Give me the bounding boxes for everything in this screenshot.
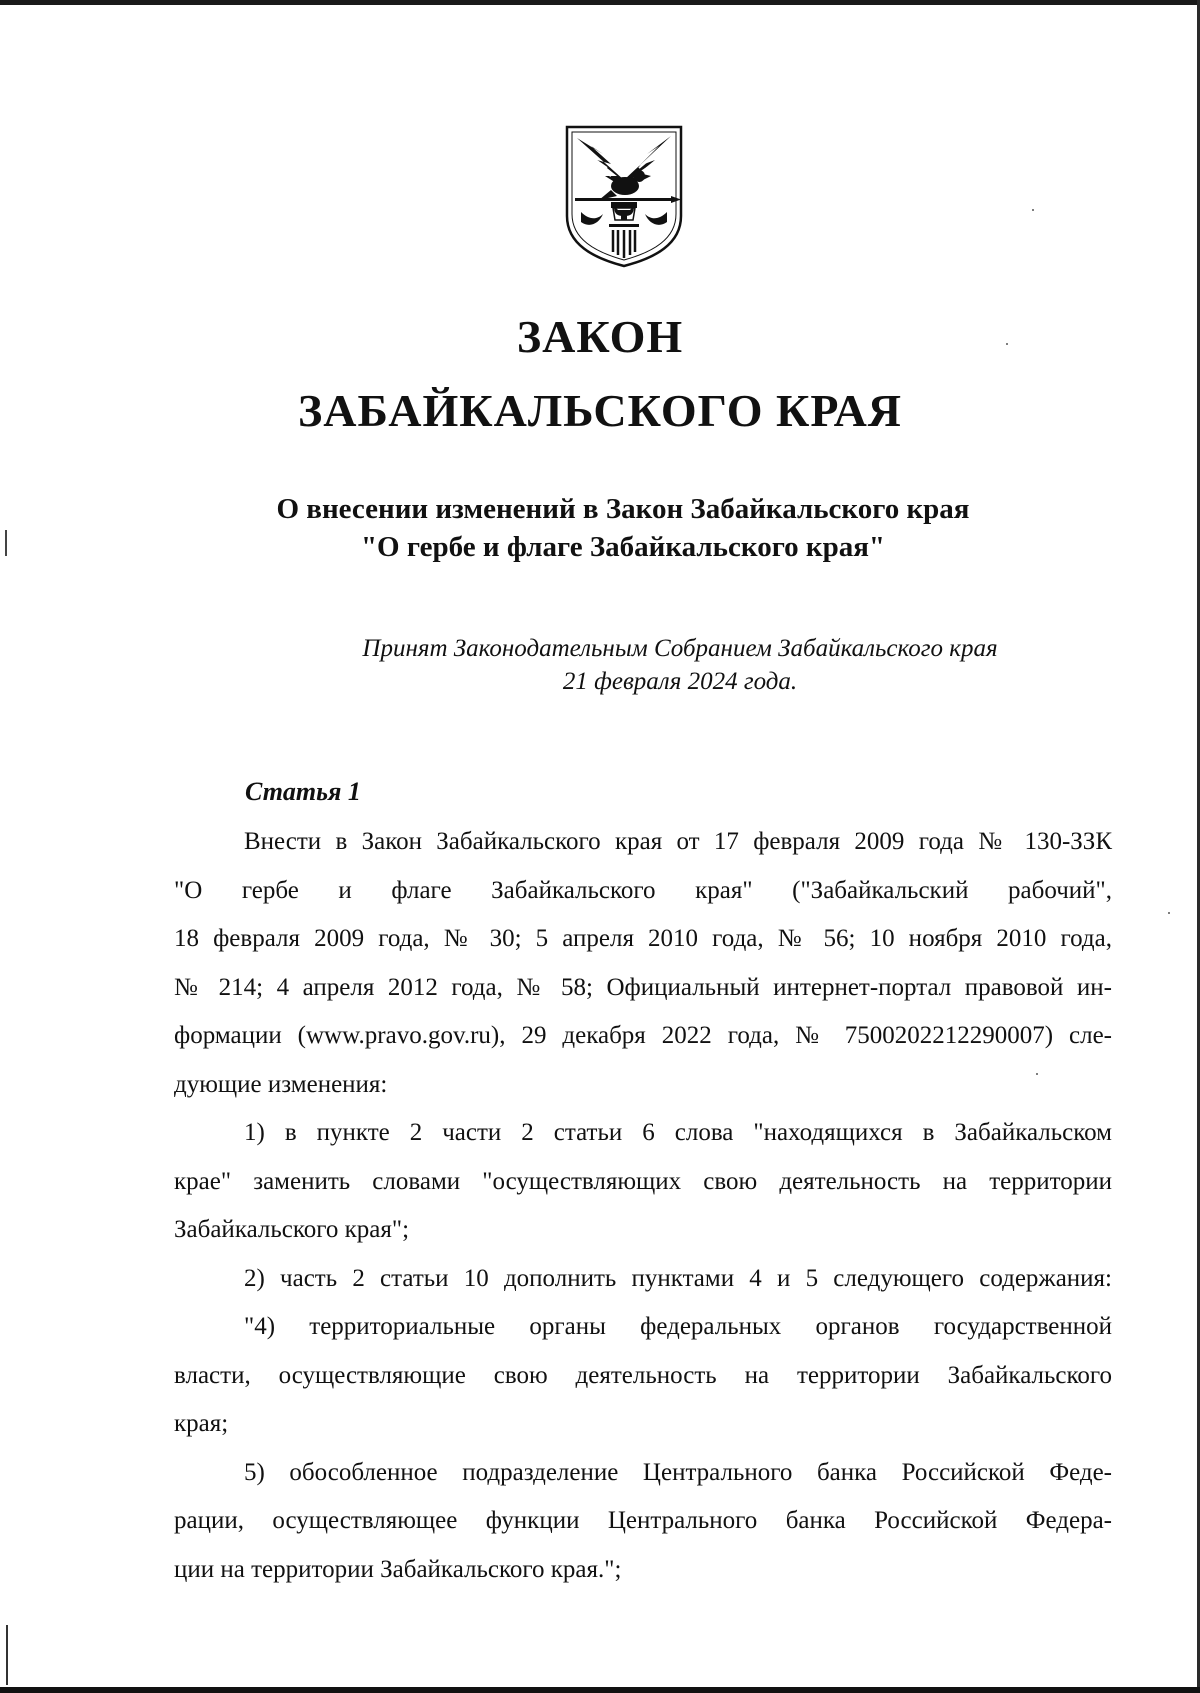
scan-speck [1032, 209, 1034, 211]
body-line: Забайкальского края"; [174, 1216, 410, 1243]
adoption-note-line-1: Принят Законодательным Собранием Забайкальского края [362, 635, 998, 662]
law-title: ЗАКОН [516, 311, 684, 362]
body-line: края; [174, 1410, 229, 1437]
article-heading: Статья 1 [245, 777, 361, 806]
body-line: "4) территориальные органы федеральных органов государственной [244, 1313, 1112, 1340]
law-subject-line-1: О внесении изменений в Закон Забайкальского края [276, 493, 970, 525]
scan-mark-left-bottom [6, 1625, 8, 1685]
body-line: рации, осуществляющее функции Центрального банка Российской Федера- [174, 1507, 1112, 1534]
article-body [174, 818, 1112, 1594]
body-line: власти, осуществляющие свою деятельность на территории Забайкальского [174, 1361, 1112, 1389]
body-line: 18 февраля 2009 года, № 30; 5 апреля 2010 года, № 56; 10 ноября 2010 года, [174, 925, 1112, 952]
scan-border-top [0, 0, 1200, 5]
scan-speck [1168, 912, 1170, 914]
region-title: ЗАБАЙКАЛЬСКОГО КРАЯ [297, 385, 903, 436]
law-subject-line-2: "О гербе и флаге Забайкальского края" [360, 531, 886, 563]
body-line: 5) обособленное подразделение Центрального банка Российской Феде- [244, 1458, 1112, 1486]
scan-mark-left [5, 530, 7, 556]
body-line: 2) часть 2 статьи 10 дополнить пунктами 4 и 5 следующего содержания: [244, 1264, 1112, 1292]
body-line: № 214; 4 апреля 2012 года, № 58; Официальный интернет-портал правовой ин- [174, 973, 1112, 1001]
body-line: формации (www.pravo.gov.ru), 29 декабря 2022 года, № 7500202212290007) сле- [174, 1022, 1112, 1049]
coat-of-arms-emblem [563, 124, 685, 268]
adoption-date: 21 февраля 2024 года. [562, 668, 798, 695]
scan-border-bottom [0, 1687, 1200, 1693]
body-line: 1) в пункте 2 части 2 статьи 6 слова "находящихся в Забайкальском [244, 1119, 1112, 1146]
body-line: ции на территории Забайкальского края."; [174, 1555, 622, 1583]
body-line: Внести в Закон Забайкальского края от 17 февраля 2009 года № 130-ЗЗК [244, 828, 1112, 855]
body-line: крае" заменить словами "осуществляющих свою деятельность на территории [174, 1167, 1112, 1195]
body-line: дующие изменения: [174, 1070, 388, 1098]
body-line: "О гербе и флаге Забайкальского края" ("Забайкальский рабочий", [174, 876, 1112, 904]
